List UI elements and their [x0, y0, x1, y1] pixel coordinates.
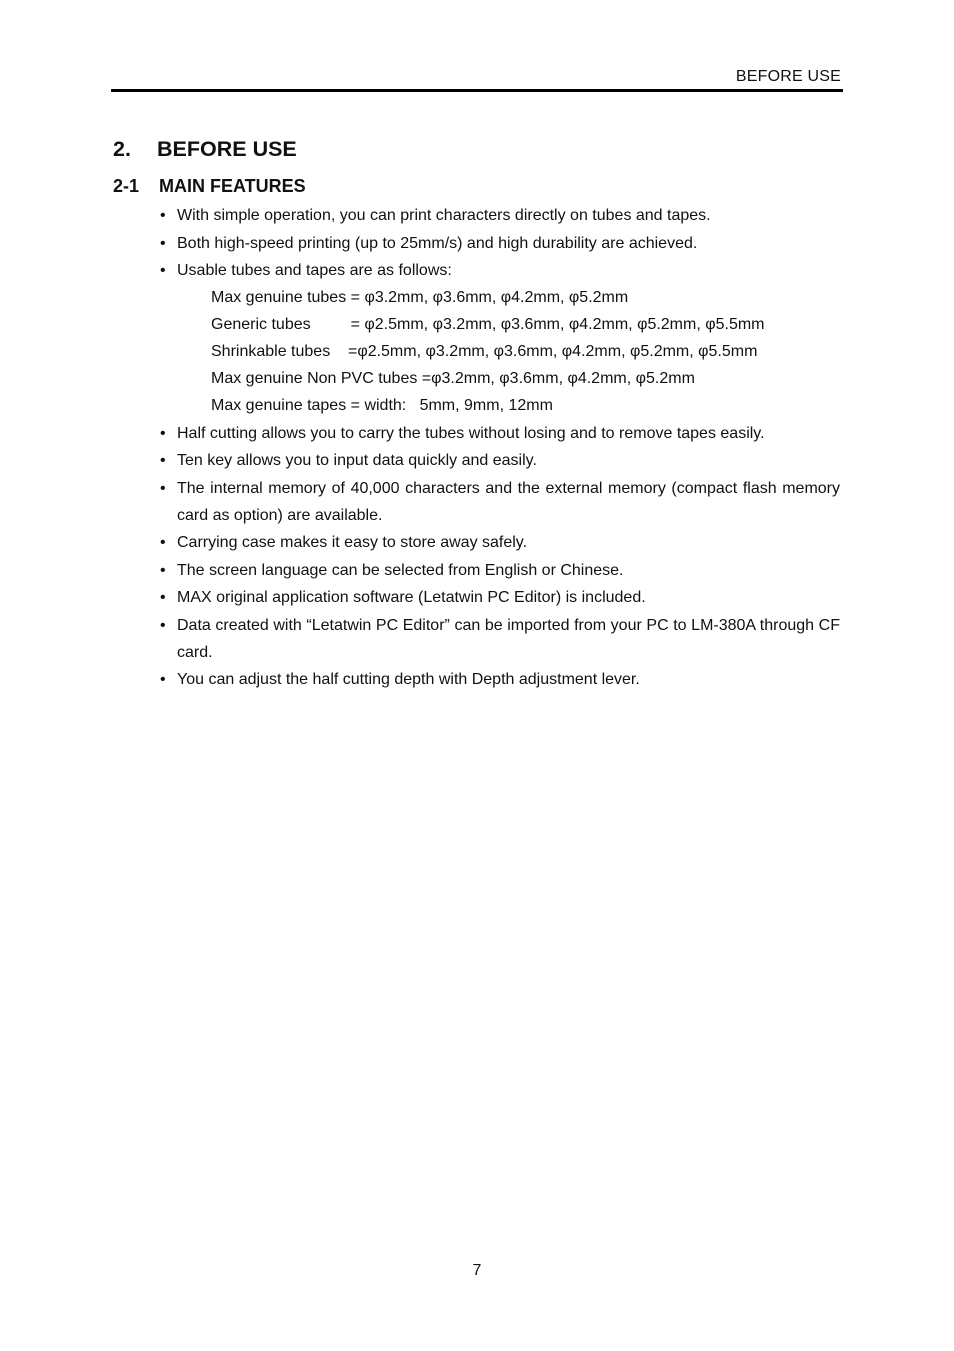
feature-text: The screen language can be selected from English or Chinese.: [177, 561, 624, 579]
list-item: [160, 475, 840, 529]
chapter-number: 2.: [113, 137, 131, 161]
feature-text: You can adjust the half cutting depth with Depth adjustment lever.: [177, 671, 640, 688]
bullet-icon: •: [160, 479, 166, 497]
feature-text: Usable tubes and tapes are as follows:: [177, 262, 452, 279]
media-spec-line: Shrinkable tubes =φ2.5mm, φ3.2mm, φ3.6mm, φ4.2mm, φ5.2mm, φ5.5mm: [211, 343, 758, 360]
bullet-icon: •: [160, 534, 166, 551]
list-item: [160, 612, 840, 666]
media-spec-line: Generic tubes = φ2.5mm, φ3.2mm, φ3.6mm, φ4.2mm, φ5.2mm, φ5.5mm: [211, 316, 765, 333]
bullet-icon: •: [160, 207, 166, 224]
feature-text: MAX original application software (Letatwin PC Editor) is included.: [177, 589, 646, 606]
feature-text: Both high-speed printing (up to 25mm/s) and high durability are achieved.: [177, 234, 698, 252]
media-spec-line: Max genuine tapes = width: 5mm, 9mm, 12mm: [211, 397, 553, 414]
section-title: [113, 176, 306, 197]
list-item: [160, 257, 840, 419]
bullet-icon: •: [160, 616, 166, 634]
list-item: [160, 202, 840, 229]
bullet-icon: •: [160, 561, 166, 579]
media-spec-line: Max genuine Non PVC tubes =φ3.2mm, φ3.6mm, φ4.2mm, φ5.2mm: [211, 370, 695, 387]
bullet-icon: •: [160, 424, 166, 442]
list-item: [160, 584, 840, 611]
list-item: [160, 447, 840, 474]
feature-text: Carrying case makes it easy to store away safely.: [177, 534, 528, 551]
bullet-icon: •: [160, 234, 166, 252]
bullet-icon: •: [160, 262, 166, 279]
feature-text: Data created with “Letatwin PC Editor” can be imported from your PC to LM-380A through CF card.: [177, 616, 840, 661]
feature-text: The internal memory of 40,000 characters and the external memory (compact flash memory card as option) are available.: [177, 479, 840, 524]
header-rule: [111, 89, 843, 92]
chapter-title-text: BEFORE USE: [157, 137, 297, 161]
page-number: 7: [472, 1262, 482, 1279]
media-spec-line: Max genuine tubes = φ3.2mm, φ3.6mm, φ4.2mm, φ5.2mm: [211, 289, 629, 306]
list-item: [160, 557, 840, 584]
section-title-text: MAIN FEATURES: [159, 176, 306, 196]
section-number: 2-1: [113, 176, 140, 196]
feature-text: With simple operation, you can print characters directly on tubes and tapes.: [177, 207, 711, 224]
list-item: [160, 420, 840, 447]
running-header: BEFORE USE: [735, 68, 841, 85]
chapter-title: [113, 137, 297, 162]
bullet-icon: •: [160, 671, 166, 688]
bullet-icon: •: [160, 452, 166, 469]
list-item: [160, 666, 840, 693]
feature-text: Ten key allows you to input data quickly and easily.: [177, 452, 537, 469]
feature-list: [160, 202, 840, 694]
usable-media-list: [177, 284, 840, 419]
feature-text: Half cutting allows you to carry the tubes without losing and to remove tapes easily.: [177, 424, 765, 442]
list-item: [160, 230, 840, 257]
list-item: [160, 529, 840, 556]
bullet-icon: •: [160, 589, 166, 606]
